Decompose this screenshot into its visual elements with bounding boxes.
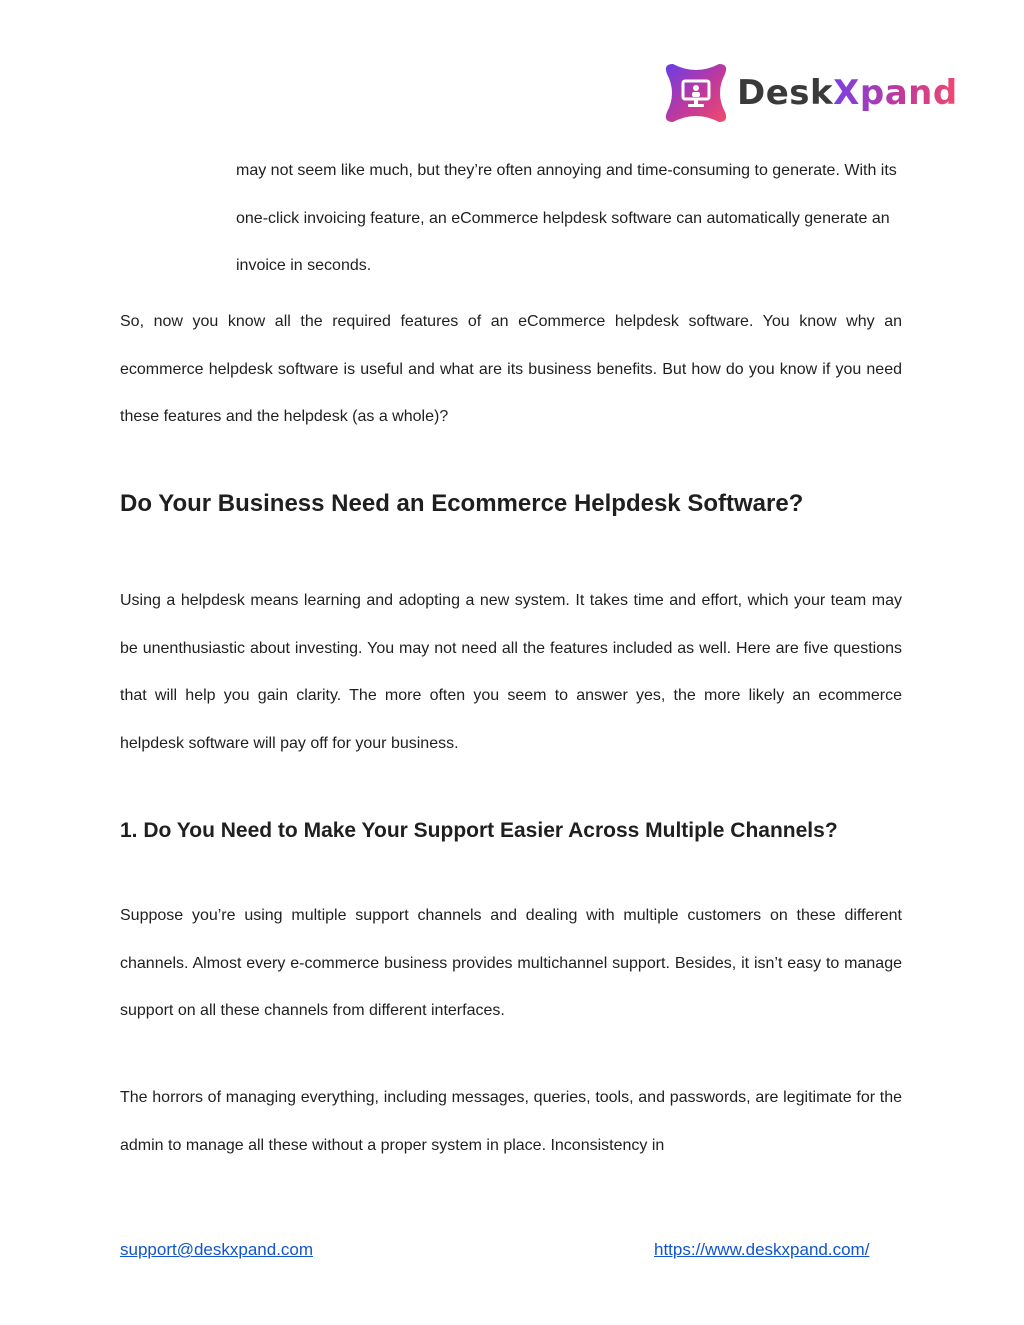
paragraph-multichannel: Suppose you’re using multiple support channels and dealing with multiple customers on these different channels. Almost every e-commerce business provides multichannel support. Besides, it isn’t easy to manage support on all these channels from different interfaces. xyxy=(120,907,902,1019)
paragraph-helpdesk-intro: Using a helpdesk means learning and adopting a new system. It takes time and effort, which your team may be unenthusiastic about investing. You may not need all the features included as well. Here are five questions that will help you gain clarity. The more often you seem to answer yes, the more likely an ecommerce helpdesk software will pay off for your business. xyxy=(120,592,902,752)
logo-word-xpand: Xpand xyxy=(833,73,958,113)
deskxpand-logo xyxy=(663,60,958,126)
section-heading: Do Your Business Need an Ecommerce Helpdesk Software? xyxy=(120,490,804,517)
footer-website-link[interactable]: https://www.deskxpand.com/ xyxy=(654,1240,870,1259)
logo-wordmark xyxy=(737,73,958,113)
paragraph-features-summary: So, now you know all the required features of an eCommerce helpdesk software. You know why an ecommerce helpdesk software is useful and what are its business benefits. But how do you know if you need these features and the helpdesk (as a whole)? xyxy=(120,313,902,425)
logo-word-desk: Desk xyxy=(737,73,834,113)
paragraph-horrors: The horrors of managing everything, including messages, queries, tools, and passwords, are legitimate for the admin to manage all these without a proper system in place. Inconsistency in xyxy=(120,1089,902,1154)
indented-paragraph: may not seem like much, but they’re often annoying and time-consuming to generate. With its one-click invoicing feature, an eCommerce helpdesk software can automatically generate an invoice in seconds. xyxy=(236,162,897,274)
subsection-heading: 1. Do You Need to Make Your Support Easier Across Multiple Channels? xyxy=(120,819,838,842)
deskxpand-logo-icon xyxy=(663,60,729,126)
footer-email-link[interactable]: support@deskxpand.com xyxy=(120,1240,314,1259)
